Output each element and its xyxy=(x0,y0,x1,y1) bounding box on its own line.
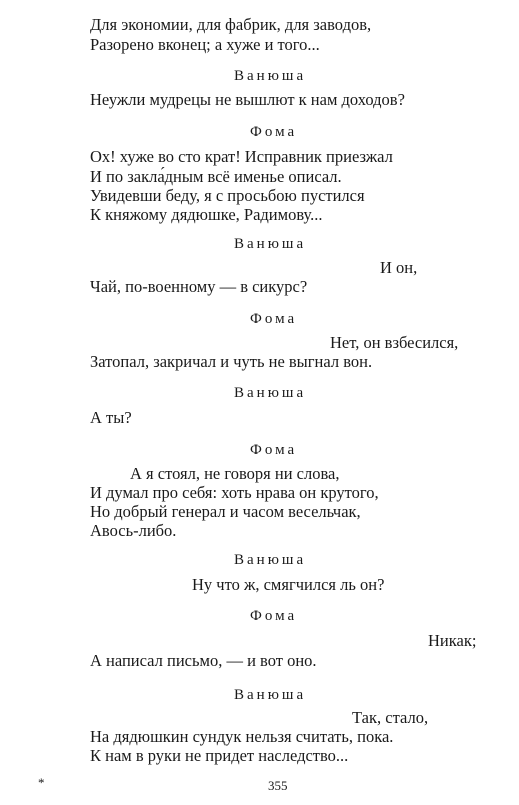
verse-line: А написал письмо, — и вот оно. xyxy=(90,651,317,670)
speaker-name: Ванюша xyxy=(234,552,307,568)
footnote-marker: * xyxy=(38,775,45,790)
speaker-name: Фома xyxy=(250,124,298,140)
speaker-name: Ванюша xyxy=(234,68,307,84)
verse-line: Увидевши беду, я с просьбою пустился xyxy=(90,186,365,205)
speaker-name: Ванюша xyxy=(234,687,307,703)
page-number: 355 xyxy=(268,778,288,793)
verse-line: Ну что ж, смягчился ль он? xyxy=(192,575,385,594)
verse-line: Так, стало, xyxy=(352,708,429,727)
verse-line: И он, xyxy=(380,258,418,277)
verse-line: Никак; xyxy=(428,631,477,650)
speaker-name: Ванюша xyxy=(234,385,307,401)
verse-line: К нам в руки не придет наследство... xyxy=(90,746,349,765)
speaker-name: Фома xyxy=(250,311,298,327)
verse-line: А я стоял, не говоря ни слова, xyxy=(130,464,340,483)
verse-line: Авось-либо. xyxy=(90,521,177,540)
speaker-name: Фома xyxy=(250,608,298,624)
speaker-name: Фома xyxy=(250,442,298,458)
verse-line: Для экономии, для фабрик, для заводов, xyxy=(90,15,372,34)
speaker-name: Ванюша xyxy=(234,236,307,252)
verse-line: Неужли мудрецы не вышлют к нам доходов? xyxy=(90,90,405,109)
verse-line: Разорено вконец; а хуже и того... xyxy=(90,35,320,54)
verse-line: Чай, по-военному — в сикурс? xyxy=(90,277,308,296)
verse-line: К княжому дядюшке, Радимову... xyxy=(90,205,323,224)
verse-line: Но добрый генерал и часом весельчак, xyxy=(90,502,361,521)
verse-line: И по закла́дным всё именье описал. xyxy=(90,167,342,186)
verse-line: Нет, он взбесился, xyxy=(330,333,459,352)
verse-line: На дядюшкин сундук нельзя считать, пока. xyxy=(90,727,394,746)
verse-line: Затопал, закричал и чуть не выгнал вон. xyxy=(90,352,373,371)
verse-line: Ох! хуже во сто крат! Исправник приезжал xyxy=(90,147,393,166)
verse-line: А ты? xyxy=(90,408,132,427)
verse-line: И думал про себя: хоть нрава он крутого, xyxy=(90,483,379,502)
